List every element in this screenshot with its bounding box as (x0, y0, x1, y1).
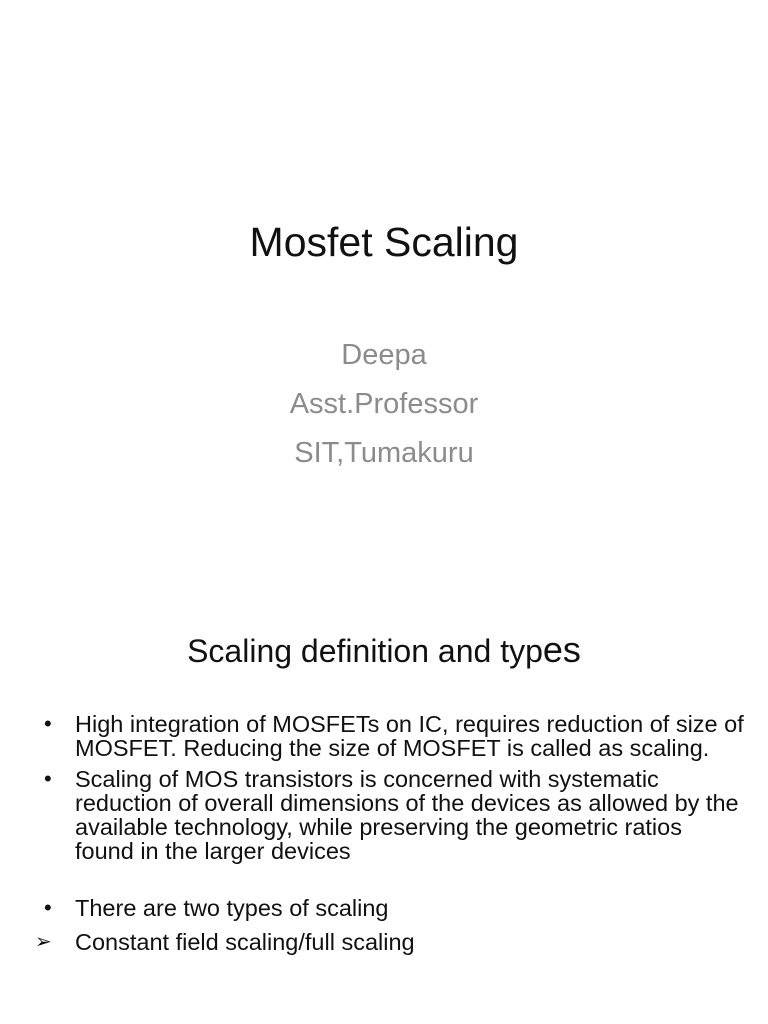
content-slide (0, 576, 768, 1024)
bullet-item (35, 929, 744, 955)
bullet-dot-icon: • (44, 711, 52, 736)
bullet-text: There are two types of scaling (75, 895, 389, 921)
content-slide-title-main: Scaling definition and typ (187, 633, 543, 669)
bullet-dot-icon: • (44, 895, 52, 920)
bullet-item (44, 712, 744, 760)
author-designation: Asst.Professor (289, 388, 479, 420)
author-institution: SIT,Tumakuru (294, 437, 474, 469)
arrow-bullet-icon: ➢ (35, 931, 52, 953)
bullet-text: Scaling of MOS transistors is concerned with systematic reduction of overall dimensions of the devices as allowed by the available technology, while preserving the geometric ratios found in the larger devices (75, 766, 739, 864)
slide-title: Mosfet Scaling (249, 219, 519, 265)
author-block (0, 331, 768, 478)
bullet-item (44, 896, 744, 920)
bullet-text: High integration of MOSFETs on IC, requires reduction of size of MOSFET. Reducing the size of MOSFET is called as scaling. (75, 711, 744, 761)
content-slide-title (0, 626, 768, 675)
bullet-dot-icon: • (44, 766, 52, 791)
bullet-text: Constant field scaling/full scaling (75, 929, 415, 955)
content-slide-title-tail: es (542, 629, 581, 670)
bullet-item (44, 767, 744, 863)
bullet-list (35, 711, 744, 955)
author-name: Deepa (341, 339, 427, 371)
